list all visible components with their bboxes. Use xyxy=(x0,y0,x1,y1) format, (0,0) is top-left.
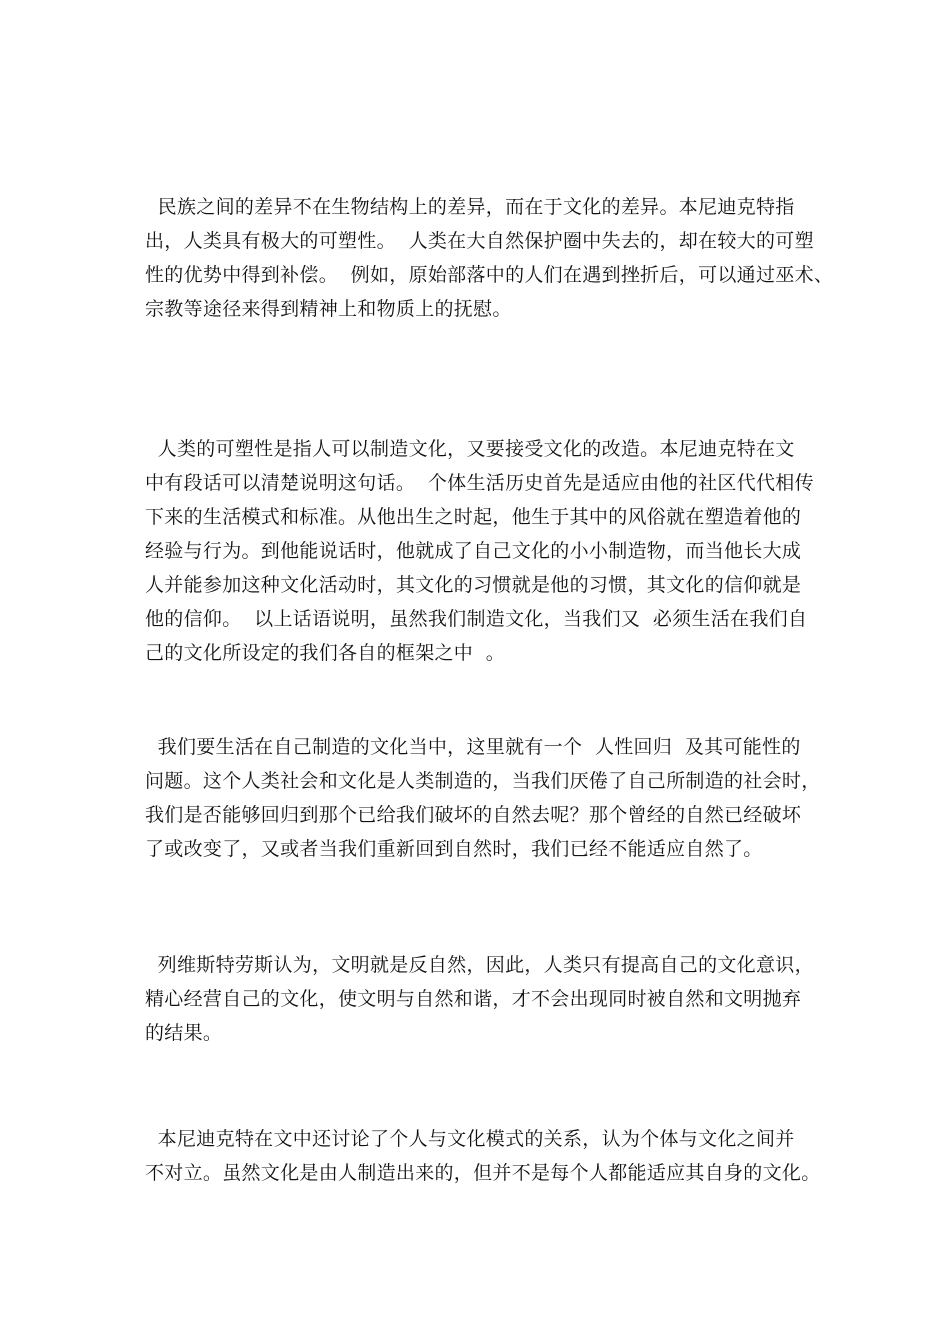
paragraph-2-line-4: 经验与行为。到他能说话时，他就成了自己文化的小小制造物，而当他长大成 xyxy=(145,540,802,562)
paragraph-2-line-1: 人类的可塑性是指人可以制造文化，又要接受文化的改造。本尼迪克特在文 xyxy=(145,438,795,460)
paragraph-4-line-3: 的结果。 xyxy=(145,1022,223,1044)
paragraph-1 xyxy=(145,190,834,326)
paragraph-1-line-2: 出，人类具有极大的可塑性。 人类在大自然保护圈中失去的，却在较大的可塑 xyxy=(145,230,814,252)
paragraph-1-line-3: 性的优势中得到补偿。 例如，原始部落中的人们在遇到挫折后，可以通过巫术、 xyxy=(145,264,834,286)
paragraph-3-line-1: 我们要生活在自己制造的文化当中，这里就有一个 人性回归 及其可能性的 xyxy=(145,736,801,758)
paragraph-2 xyxy=(145,432,825,670)
paragraph-5-line-2: 不对立。虽然文化是由人制造出来的，但并不是每个人都能适应其自身的文化。 xyxy=(145,1162,821,1184)
paragraph-2-line-7: 己的文化所设定的我们各自的框架之中 。 xyxy=(145,642,506,664)
paragraph-1-line-4: 宗教等途径来得到精神上和物质上的抚慰。 xyxy=(145,298,512,320)
paragraph-2-line-2: 中有段话可以清楚说明这句话。 个体生活历史首先是适应由他的社区代代相传 xyxy=(145,472,814,494)
paragraph-5 xyxy=(145,1122,825,1190)
paragraph-3-line-4: 了或改变了，又或者当我们重新回到自然时，我们已经不能适应自然了。 xyxy=(145,838,763,860)
paragraph-1-line-1: 民族之间的差异不在生物结构上的差异，而在于文化的差异。本尼迪克特指 xyxy=(145,196,795,218)
paragraph-3 xyxy=(145,730,825,866)
paragraph-3-line-2: 问题。这个人类社会和文化是人类制造的，当我们厌倦了自己所制造的社会时， xyxy=(145,770,821,792)
paragraph-2-line-3: 下来的生活模式和标准。从他出生之时起，他生于其中的风俗就在塑造着他的 xyxy=(145,506,802,528)
paragraph-2-line-5: 人并能参加这种文化活动时，其文化的习惯就是他的习惯，其文化的信仰就是 xyxy=(145,574,802,596)
paragraph-4 xyxy=(145,948,825,1050)
paragraph-3-line-3: 我们是否能够回归到那个已给我们破坏的自然去呢？那个曾经的自然已经破坏 xyxy=(145,804,802,826)
paragraph-4-line-1: 列维斯特劳斯认为，文明就是反自然，因此，人类只有提高自己的文化意识， xyxy=(145,954,814,976)
paragraph-5-line-1: 本尼迪克特在文中还讨论了个人与文化模式的关系，认为个体与文化之间并 xyxy=(145,1128,795,1150)
paragraph-4-line-2: 精心经营自己的文化，使文明与自然和谐，才不会出现同时被自然和文明抛弃 xyxy=(145,988,802,1010)
paragraph-2-line-6: 他的信仰。 以上话语说明，虽然我们制造文化，当我们又 必须生活在我们自 xyxy=(145,608,808,630)
